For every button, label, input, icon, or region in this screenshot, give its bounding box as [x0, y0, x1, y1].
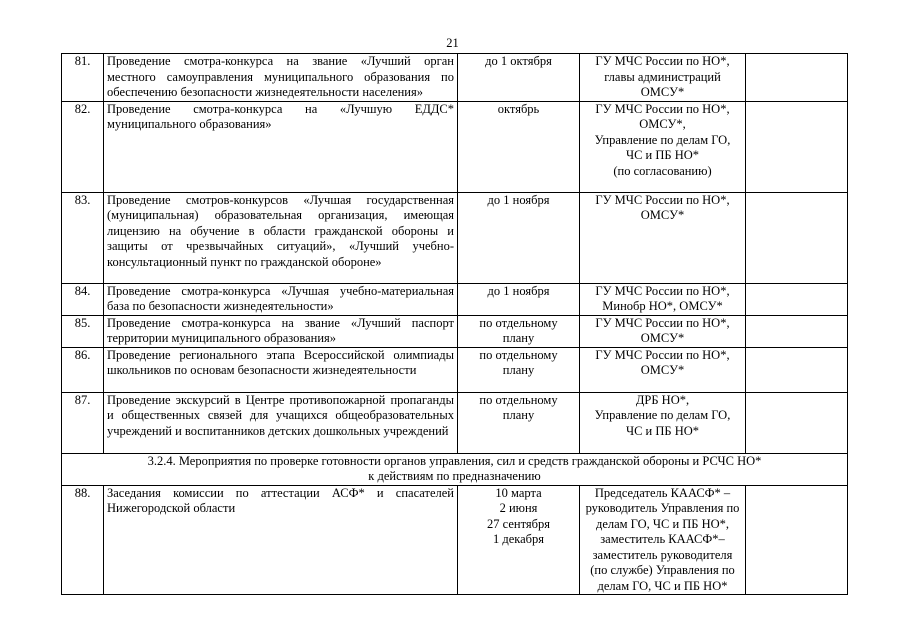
event-date-line: до 1 ноября — [487, 192, 550, 207]
event-date — [458, 54, 580, 102]
table-row — [62, 192, 848, 283]
row-number: 84. — [62, 283, 104, 315]
responsible-line: (по согласованию) — [613, 163, 712, 178]
section-heading-line-2: к действиям по предназначению — [368, 469, 541, 483]
table-row — [62, 315, 848, 347]
responsible-line: ГУ МЧС России по НО*, — [595, 315, 730, 330]
event-date-line: до 1 ноября — [487, 283, 550, 298]
event-date — [458, 485, 580, 595]
event-date-line: октябрь — [497, 101, 540, 116]
event-date-line: по отдельному — [479, 347, 558, 362]
event-date-line: плану — [502, 363, 535, 377]
page-number: 21 — [446, 36, 459, 50]
table-row — [62, 347, 848, 392]
event-date-line: плану — [502, 408, 535, 422]
event-date-line: 10 марта — [495, 485, 542, 500]
event-description: Проведение экскурсий в Центре противопожарной пропаганды и общественных связей для учащихся общеобразовательных учреждений и воспитанников детских дошкольных учреждений — [104, 392, 458, 453]
responsible-line: делам ГО, ЧС и ПБ НО*, — [595, 516, 730, 531]
table-row — [62, 485, 848, 595]
responsible-parties — [580, 54, 746, 102]
event-date-line: 1 декабря — [492, 532, 545, 546]
section-heading-line-1: 3.2.4. Мероприятия по проверке готовности органов управления, сил и средств гражданской обороны и РСЧС НО* — [147, 453, 762, 468]
responsible-line: ГУ МЧС России по НО*, — [595, 101, 730, 116]
event-date — [458, 283, 580, 315]
event-date-line: 27 сентября — [487, 516, 550, 531]
event-description: Проведение смотров-конкурсов «Лучшая государственная (муниципальная) образовательная организация, имеющая лицензию на обучение в области гражданской обороны и защиты от чрезвычайных ситуаций», «Лучший учебно-консультационный пункт по гражданской обороне» — [104, 192, 458, 283]
responsible-line: ГУ МЧС России по НО*, — [595, 283, 730, 298]
responsible-line: ОМСУ*, — [639, 117, 686, 131]
event-date — [458, 392, 580, 453]
table-row — [62, 54, 848, 102]
note-cell — [746, 485, 848, 595]
responsible-line: Управление по делам ГО, — [594, 132, 731, 147]
responsible-line: ОМСУ* — [640, 208, 685, 222]
event-date — [458, 101, 580, 192]
responsible-line: заместитель КААСФ*– — [600, 532, 725, 546]
responsible-parties — [580, 283, 746, 315]
section-heading-block — [62, 453, 848, 485]
responsible-line: ЧС и ПБ НО* — [625, 148, 700, 162]
responsible-line: Управление по делам ГО, — [594, 408, 731, 422]
event-date-line: по отдельному — [479, 392, 558, 407]
row-number: 86. — [62, 347, 104, 392]
row-number: 87. — [62, 392, 104, 453]
row-number: 83. — [62, 192, 104, 283]
responsible-parties — [580, 347, 746, 392]
event-date — [458, 347, 580, 392]
responsible-line: делам ГО, ЧС и ПБ НО* — [597, 578, 728, 593]
event-description: Проведение смотра-конкурса «Лучшая учебно-материальная база по безопасности жизнедеятельности» — [104, 283, 458, 315]
responsible-parties — [580, 485, 746, 595]
responsible-line: ГУ МЧС России по НО*, — [595, 54, 730, 68]
event-date-line: плану — [502, 331, 535, 345]
table-row — [62, 101, 848, 192]
responsible-line: ОМСУ* — [640, 85, 685, 99]
events-table-body-continued — [62, 485, 848, 595]
responsible-line: (по службе) Управления по — [590, 563, 735, 577]
responsible-parties — [580, 315, 746, 347]
responsible-line: главы администраций — [604, 69, 721, 84]
row-number: 88. — [62, 485, 104, 595]
event-description: Проведение смотра-конкурса на звание «Лучший паспорт территории муниципального образования» — [104, 315, 458, 347]
section-heading-cell — [62, 453, 848, 485]
note-cell — [746, 192, 848, 283]
responsible-line: ГУ МЧС России по НО*, — [595, 192, 730, 207]
section-heading-row — [62, 453, 848, 485]
event-date — [458, 192, 580, 283]
table-row — [62, 392, 848, 453]
note-cell — [746, 315, 848, 347]
responsible-line: ГУ МЧС России по НО*, — [595, 347, 730, 362]
responsible-line: ОМСУ* — [640, 363, 685, 377]
responsible-line: заместитель руководителя — [592, 547, 733, 562]
events-table-body — [62, 54, 848, 454]
event-description: Заседания комиссии по аттестации АСФ* и спасателей Нижегородской области — [104, 485, 458, 595]
responsible-line: руководитель Управления по — [585, 501, 740, 515]
note-cell — [746, 283, 848, 315]
event-date-line: 2 июня — [499, 501, 538, 515]
event-description: Проведение смотра-конкурса на звание «Лучший орган местного самоуправления муниципального образования по обеспечению безопасности жизнедеятельности населения» — [104, 54, 458, 102]
note-cell — [746, 392, 848, 453]
responsible-line: ДРБ НО*, — [635, 392, 690, 407]
responsible-parties — [580, 192, 746, 283]
responsible-parties — [580, 101, 746, 192]
row-number: 85. — [62, 315, 104, 347]
event-description: Проведение смотра-конкурса на «Лучшую ЕДДС* муниципального образования» — [104, 101, 458, 192]
row-number: 82. — [62, 101, 104, 192]
responsible-line: ОМСУ* — [640, 331, 685, 345]
note-cell — [746, 347, 848, 392]
event-date-line: до 1 октября — [485, 54, 552, 68]
event-description: Проведение регионального этапа Всероссийской олимпиады школьников по основам безопасности жизнедеятельности — [104, 347, 458, 392]
note-cell — [746, 54, 848, 102]
table-row — [62, 283, 848, 315]
responsible-line: Председатель КААСФ* – — [594, 485, 731, 500]
row-number: 81. — [62, 54, 104, 102]
event-date — [458, 315, 580, 347]
events-table — [61, 53, 848, 595]
event-date-line: по отдельному — [479, 315, 558, 330]
responsible-line: ЧС и ПБ НО* — [625, 423, 700, 438]
note-cell — [746, 101, 848, 192]
responsible-parties — [580, 392, 746, 453]
responsible-line: Минобр НО*, ОМСУ* — [602, 299, 723, 313]
